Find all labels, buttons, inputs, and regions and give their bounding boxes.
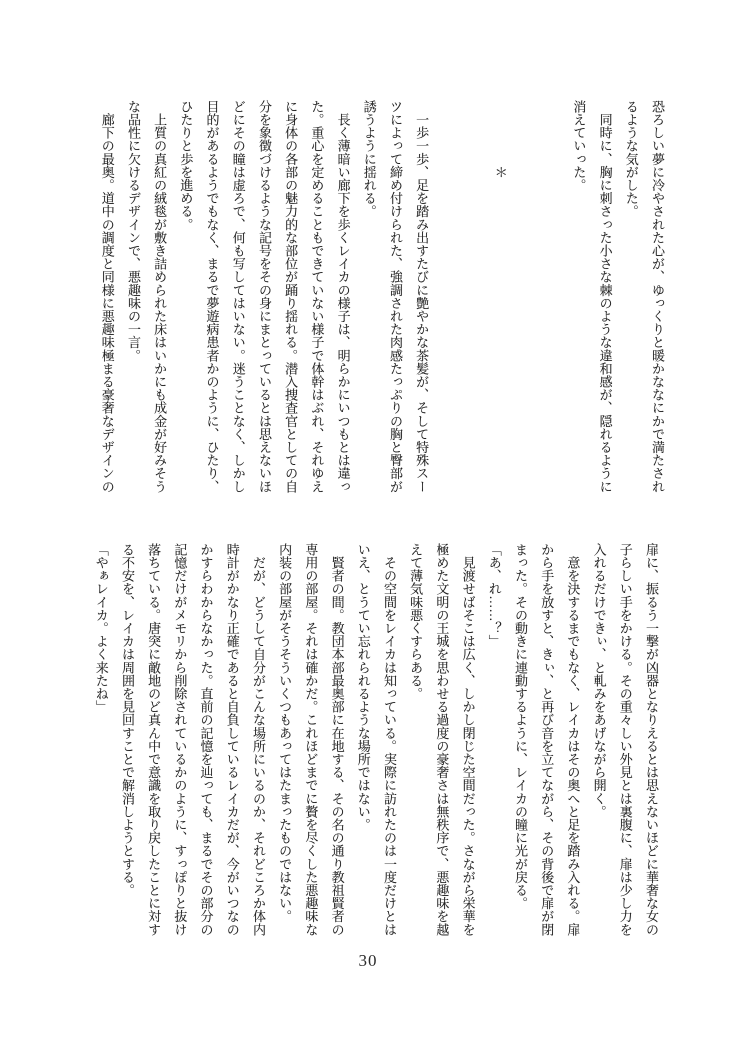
- text-line: えて薄気味悪くすらある。: [408, 543, 424, 701]
- text-line: だが、どうして自分がこんな場所にいるのか、それどころか体内: [250, 543, 266, 936]
- text-line: る不安を、レイカは周囲を見回すことで解消しようとする。: [119, 543, 135, 897]
- text-line: [460, 100, 486, 492]
- text-block-bottom: [88, 543, 664, 935]
- text-block-top: [94, 100, 670, 492]
- text-line: 扉に、振るう一撃が凶器となりえるとは思えないほどに華奢な女の: [644, 543, 659, 936]
- text-line: 上質の真紅の絨毯が敷き詰められた床はいかにも成金が好みそう: [152, 100, 168, 493]
- text-line: [434, 100, 460, 492]
- text-line: 一歩一歩、足を踏み出すたびに艶やかな茶髪が、そして特殊スー: [414, 100, 430, 493]
- text-line: 記憶だけがメモリから削除されているかのように、すっぽりと抜け: [172, 543, 188, 936]
- text-line: その空間をレイカは知っている。実際に訪れたのは一度だけとは: [381, 543, 397, 936]
- text-line: 見渡せばそこは広く、しかし閉じた空間だった。さながら栄華を: [460, 543, 476, 936]
- text-line: から手を放すと、きぃ、と再び音を立てながら、その背後で扉が閉: [539, 543, 555, 936]
- text-line: 専用の部屋。それは確かだ。これほどまでに贅を尽くした悪趣味な: [303, 543, 319, 936]
- text-line: に身体の各部の魅力的な部位が踊り揺れる。潜入捜査官としての自: [283, 100, 299, 493]
- text-line: 分を象徴づけるような記号をその身にまとっているとは思えないほ: [256, 100, 272, 493]
- text-line: いえ、とうてい忘れられるような場所ではない。: [355, 543, 371, 832]
- text-line: な品性に欠けるデザインで、悪趣味の一言。: [125, 100, 141, 362]
- text-line: 消えていった。: [571, 100, 587, 192]
- text-line: た。重心を定めることもできていない様子で体幹はぶれ、それゆえ: [309, 100, 325, 493]
- text-line: 賢者の間。教団本部最奥部に在地する、その名の通り教祖賢者の: [329, 543, 345, 936]
- text-line: どにその瞳は虚ろで、何も写してはいない。迷うことなく、しかし: [230, 100, 246, 493]
- text-line: 入れるだけできぃ、と軋みをあげながら開く。: [591, 543, 607, 819]
- text-line: 時計がかなり正確であると自負しているレイカだが、今がいつなの: [224, 543, 240, 936]
- text-line: 極めた文明の王城を思わせる過度の豪奢さは無秩序で、悪趣味を越: [434, 543, 450, 936]
- text-line: ツによって締め付けられた、強調された肉感たっぷりの胸と臀部が: [387, 100, 403, 493]
- text-line: 意を決するまでもなく、レイカはその奥へと足を踏み入れる。扉: [565, 543, 581, 936]
- text-line: 「やぁレイカ。よく来たね」: [93, 543, 109, 714]
- text-line: 廊下の最奥。道中の調度と同様に悪趣味極まる豪奢なデザインの: [99, 100, 115, 493]
- text-line: 恐ろしい夢に冷やされた心が、ゆっくりと暖かななにかで満たされ: [650, 100, 665, 493]
- text-line: かすらわからなかった。直前の記憶を辿っても、まるでその部分の: [198, 543, 214, 936]
- text-line: 子らしい手をかける。その重々しい外見とは裏腹に、扉は少し力を: [617, 543, 633, 936]
- text-line: まった。その動きに連動するように、レイカの瞳に光が戻る。: [512, 543, 528, 910]
- text-line: 落ちている。唐突に敵地のど真ん中で意識を取り戻したことに対す: [146, 543, 162, 936]
- text-line: 目的があるようでもなく、まるで夢遊病患者かのように、ひたり、: [204, 100, 220, 493]
- text-line: ひたりと歩を進める。: [178, 100, 194, 231]
- page-number: 30: [358, 951, 378, 970]
- text-line: [539, 100, 565, 492]
- text-line: 誘うように揺れる。: [361, 100, 377, 218]
- text-line: [513, 100, 539, 492]
- text-line: 「あ、れ……？」: [486, 543, 502, 648]
- text-line: 内装の部屋がそうそういくつもあってはたまったものではない。: [277, 543, 293, 923]
- text-line: るような気がした。: [623, 100, 639, 218]
- text-line: 同時に、胸に刺さった小さな棘のような違和感が、隠れるように: [597, 100, 613, 493]
- text-line: 長く薄暗い廊下を歩くレイカの様子は、明らかにいつもとは違っ: [335, 100, 351, 493]
- section-break: ＊: [492, 100, 508, 179]
